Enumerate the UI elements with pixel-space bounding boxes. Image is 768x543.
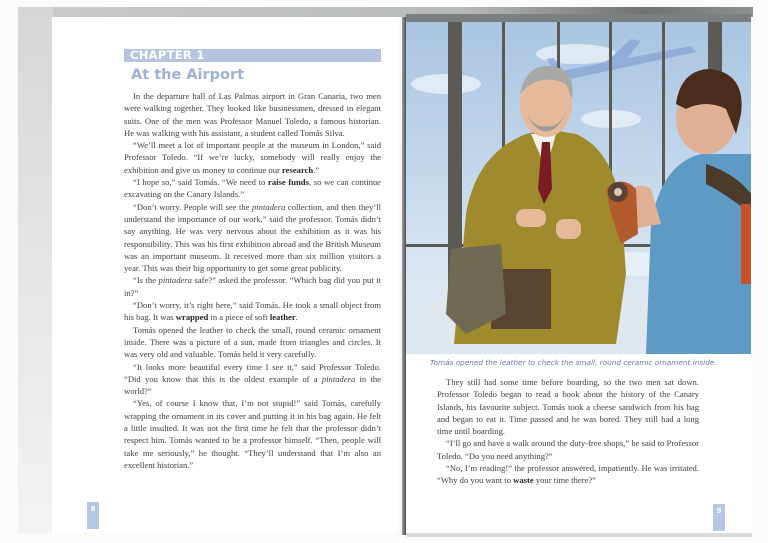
bold-word: leather	[269, 312, 296, 323]
paragraph: “We’ll meet a lot of important people at the museum in London,” said Professor Toledo. “If we’re lucky, somebody will really enjoy the exhibition and give us money to continue our research.”	[124, 140, 381, 175]
paragraph: “Don’t worry, it’s right here,” said Tomás. He took a small object from his bag. It was wrapped in a piece of soft leather.	[124, 300, 381, 323]
scan-left-edge	[18, 7, 53, 533]
paragraph: “Is the pintadera safe?” asked the professor. “Which bag did you put it in?”	[124, 275, 381, 298]
paragraph: “I’ll go and have a walk around the duty-free shops,” he said to Professor Toledo. “Do you need anything?”	[437, 438, 699, 461]
illustration-art	[406, 14, 751, 354]
bold-word: wrapped	[175, 312, 209, 323]
italic-word: pintadera	[158, 275, 192, 286]
paragraph: “It looks more beautiful every time I see it,” said Professor Toledo. “Did you know that this is the oldest example of a pintadera in the world?”	[124, 361, 381, 397]
page-number-right: 9	[713, 504, 725, 531]
paragraph: “Don’t worry. People will see the pintadera collection, and then they’ll understand the importance of our work,” said the professor. Tomás didn’t say anything. He was very nervous about the exhibition as it was his responsibility. This was his first exhibition abroad and the British Museum was an important museum. It received more than six million visitors a year. This was their big opportunity to get some great publicity.	[124, 201, 381, 274]
paragraph: In the departure hall of Las Palmas airport in Gran Canaria, two men were walking together. They looked like businessmen, dressed in elegant suits. One of the men was Professor Manuel Toledo, a famous historian. He was walking with his assistant, a student called Tomás Silva.	[124, 91, 381, 138]
italic-word: pintadera	[321, 373, 356, 384]
paragraph: Tomás opened the leather to check the small, round ceramic ornament inside. There was a picture of a sun, made from triangles and circles. It was very old and valuable. Tomás held it very carefully.	[124, 324, 381, 360]
bold-word: research	[282, 164, 314, 175]
bold-word: raise funds	[268, 177, 309, 188]
left-page-body-text	[124, 90, 381, 471]
bold-word: waste	[513, 475, 534, 486]
airport-illustration	[406, 14, 751, 354]
italic-word: pintadera	[251, 201, 286, 212]
chapter-label: CHAPTER 1	[130, 48, 205, 62]
paragraph: “Yes, of course I know that, I’m not stupid!” said Tomás, carefully wrapping the ornament in its cover and putting it in his bag again. He felt a little insulted. It was not the first time he felt that the professor didn’t respect him. Tomás wanted to be a professor himself. “Then, people will take me seriously,” he thought. “They’ll understand that I’m also an excellent historian.”	[124, 398, 381, 470]
page-number-left: 8	[87, 502, 99, 529]
chapter-title: At the Airport	[131, 67, 245, 83]
chapter-banner	[124, 49, 381, 62]
illustration-caption: Tomás opened the leather to check the small, round ceramic ornament inside.	[430, 358, 717, 367]
scan-bottom-edge	[406, 533, 752, 537]
paragraph: “I hope so,” said Tomás. “We need to raise funds, so we can continue excavating on the Canary Islands.”	[124, 177, 381, 200]
right-page-body-text	[437, 376, 699, 487]
paragraph: They still had some time before boarding, so the two men sat down. Professor Toledo began to read a book about the history of the Canary Islands, his favourite subject. Tomás took a cheese sandwich from his bag and began to eat it. Time passed and he was bored. They still had a long time until boarding.	[437, 377, 699, 437]
professor-figure	[446, 66, 626, 344]
paragraph: “No, I’m reading!” the professor answered, impatiently. He was irritated. “Why do you want to waste your time there?”	[437, 463, 699, 486]
